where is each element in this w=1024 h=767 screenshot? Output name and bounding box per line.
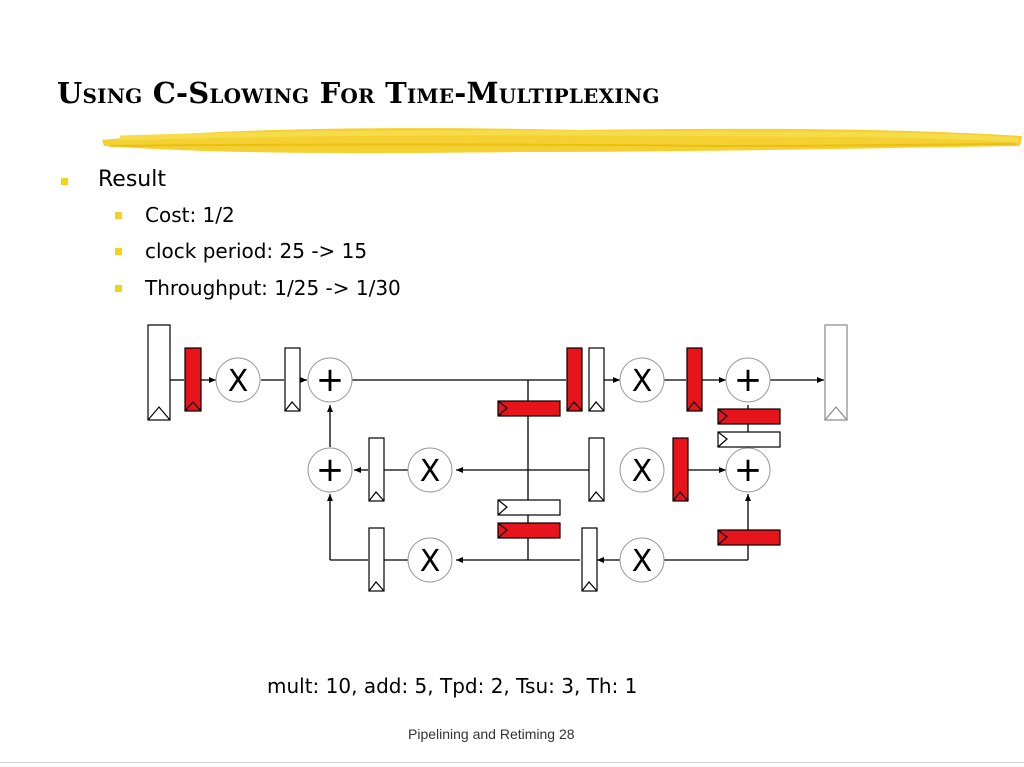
register-red-horizontal	[718, 409, 780, 424]
register-red-horizontal	[498, 401, 560, 416]
bottom-divider	[0, 762, 1024, 763]
adder-symbol: +	[733, 360, 763, 400]
timing-parameters: mult: 10, add: 5, Tpd: 2, Tsu: 3, Th: 1	[267, 674, 638, 698]
register-white-horizontal	[498, 500, 560, 515]
multiplier-symbol: X	[227, 364, 249, 399]
register-red	[673, 438, 688, 501]
bullet-cost-text: Cost: 1/2	[145, 203, 235, 227]
register-red-horizontal	[498, 523, 560, 538]
slide-footer: Pipelining and Retiming 28	[408, 726, 575, 742]
register-white-horizontal	[718, 432, 780, 447]
input-register	[148, 325, 170, 420]
multiplier-symbol: X	[419, 454, 441, 489]
register-white	[369, 438, 384, 501]
register-white	[285, 348, 300, 411]
multiplier-symbol: X	[631, 454, 653, 489]
register-white	[589, 348, 604, 411]
bullet-clock-period-text: clock period: 25 -> 15	[145, 239, 368, 263]
adder-symbol: +	[315, 450, 345, 490]
output-register	[825, 325, 847, 420]
register-white	[369, 528, 384, 591]
register-red-horizontal	[718, 530, 780, 545]
multiplier-symbol: X	[631, 544, 653, 579]
adder-symbol: +	[733, 450, 763, 490]
register-white	[589, 438, 604, 501]
register-red	[567, 348, 582, 411]
bullet-result-text: Result	[98, 167, 166, 192]
multiplier-symbol: X	[419, 544, 441, 579]
register-white	[582, 528, 597, 591]
register-red	[185, 348, 201, 411]
multiplier-symbol: X	[631, 364, 653, 399]
slide-title: Using C-Slowing For Time-Multiplexing	[57, 76, 660, 110]
register-red	[687, 348, 702, 411]
adder-symbol: +	[315, 360, 345, 400]
bullet-throughput-text: Throughput: 1/25 -> 1/30	[145, 276, 401, 300]
